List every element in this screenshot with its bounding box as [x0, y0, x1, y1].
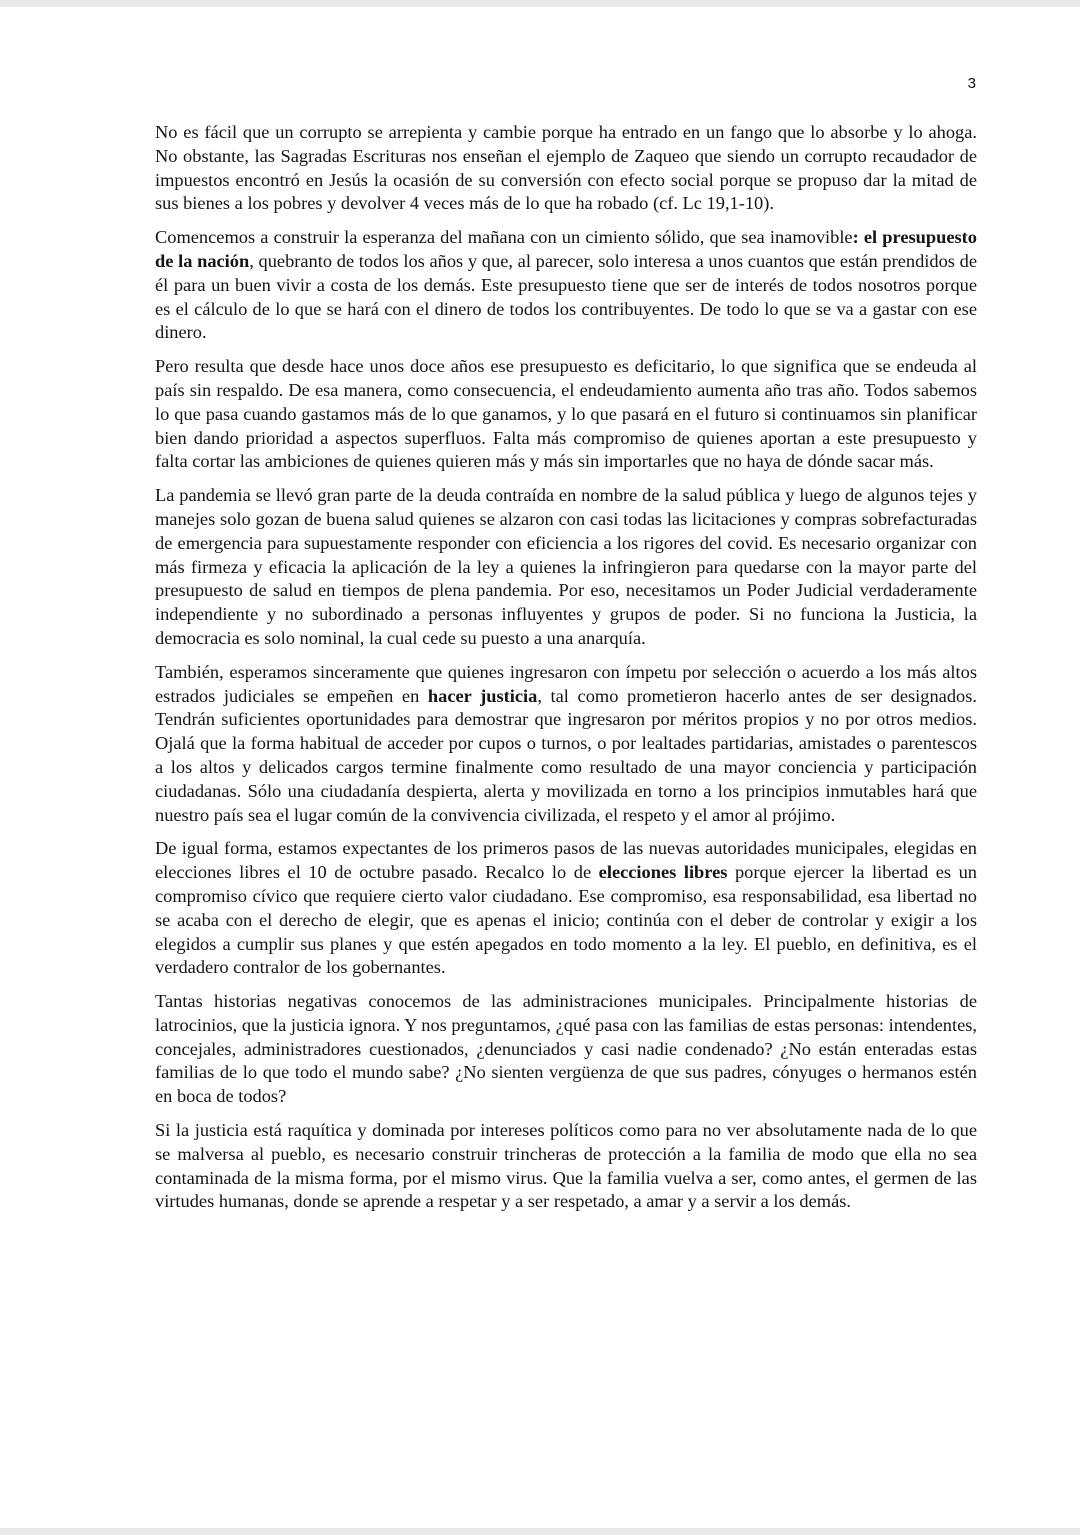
paragraph-6: [155, 837, 977, 980]
paragraph-5: [155, 661, 977, 828]
paragraph-2: [155, 226, 977, 345]
paragraph-1: No es fácil que un corrupto se arrepienta y cambie porque ha entrado en un fango que lo absorbe y lo ahoga. No obstante, las Sagradas Escrituras nos enseñan el ejemplo de Zaqueo que siendo un corrupto recaudador de impuestos encontró en Jesús la ocasión de su conversión con efecto social porque se propuso dar la mitad de sus bienes a los pobres y devolver 4 veces más de lo que ha robado (cf. Lc 19,1-10).: [155, 122, 977, 214]
paragraph-6-text-end: porque ejercer la libertad es un compromiso cívico que requiere cierto valor ciudadano. Ese compromiso, esa responsabilidad, esa libertad no se acaba con el derecho de elegir, que es apenas el inicio; continúa con el deber de controlar y exigir a los elegidos a cumplir sus planes y que estén apegados en todo momento a la ley. El pueblo, en definitiva, es el verdadero contralor de los gobernantes.: [155, 862, 977, 978]
paragraph-8: Si la justicia está raquítica y dominada por intereses políticos como para no ver absolutamente nada de lo que se malversa al pueblo, es necesario construir trincheras de protección a la familia de modo que ella no sea contaminada de la misma forma, por el mismo virus. Que la familia vuelva a ser, como antes, el germen de las virtudes humanas, donde se aprende a respetar y a ser respetado, a amar y a servir a los demás.: [155, 1120, 977, 1212]
paragraph-4: La pandemia se llevó gran parte de la deuda contraída en nombre de la salud pública y luego de algunos tejes y manejes solo gozan de buena salud quienes se alzaron con casi todas las licitaciones y compras sobrefacturadas de emergencia para supuestamente responder con eficiencia a los rigores del covid. Es necesario organizar con más firmeza y eficacia la aplicación de la ley a quienes la infringieron para quedarse con la mayor parte del presupuesto de salud en tiempos de plena pandemia. Por eso, necesitamos un Poder Judicial verdaderamente independiente y no subordinado a personas influyentes y grupos de poder. Si no funciona la Justicia, la democracia es solo nominal, la cual cede su puesto a una anarquía.: [155, 485, 977, 648]
paragraph-7: Tantas historias negativas conocemos de las administraciones municipales. Principalmente historias de latrocinios, que la justicia ignora. Y nos preguntamos, ¿qué pasa con las familias de estas personas: intendentes, concejales, administradores cuestionados, ¿denunciados y casi nadie condenado? ¿No están enteradas estas familias de lo que todo el mundo sabe? ¿No sienten vergüenza de que sus padres, cónyuges o hermanos estén en boca de todos?: [155, 991, 977, 1107]
paragraph-2-bold-phrase: : el presupuesto de la nación: [155, 227, 978, 271]
paragraph-5-text-end: , tal como prometieron hacerlo antes de ser designados. Tendrán suficientes oportunidades para demostrar que ingresaron por méritos propios y no por otros medios. Ojalá que la forma habitual de acceder por cupos o turnos, o por lealtades partidarias, amistades o parentescos a los altos y delicados cargos termine finalmente como resultado de una mayor conciencia y participación ciudadanas. Sólo una ciudadanía despierta, alerta y movilizada en torno a los principios inmutables hará que nuestro país sea el lugar común de la convivencia civilizada, el respeto y el amor al prójimo.: [155, 685, 977, 825]
paragraph-2-text-end: , quebranto de todos los años y que, al parecer, solo interesa a unos cuantos que están prendidos de él para un buen vivir a costa de los demás. Este presupuesto tiene que ser de interés de todos nosotros porque es el cálculo de lo que se hará con el dinero de todos los contribuyentes. De todo lo que se va a gastar con ese dinero.: [155, 250, 978, 343]
document-body: [155, 121, 977, 1224]
page-number: 3: [967, 75, 976, 92]
document-page: [0, 7, 1080, 1528]
paragraph-3: Pero resulta que desde hace unos doce años ese presupuesto es deficitario, lo que significa que se endeuda al país sin respaldo. De esa manera, como consecuencia, el endeudamiento aumenta año tras año. Todos sabemos lo que pasa cuando gastamos más de lo que ganamos, y lo que pasará en el futuro si continuamos sin planificar bien dando prioridad a aspectos superfluos. Falta más compromiso de quienes aportan a este presupuesto y falta cortar las ambiciones de quienes quieren más y más sin importarles que no haya de dónde sacar más.: [155, 356, 977, 472]
paragraph-5-bold-phrase: hacer justicia: [427, 685, 538, 706]
paragraph-2-text-start: Comencemos a construir la esperanza del mañana con un cimiento sólido, que sea inamovible: [155, 227, 853, 248]
paragraph-6-text-start: De igual forma, estamos expectantes de los primeros pasos de las nuevas autoridades municipales, elegidas en elecciones libres el 10 de octubre pasado. Recalco lo de: [155, 838, 977, 883]
paragraph-5-text-start: También, esperamos sinceramente que quienes ingresaron con ímpetu por selección o acuerdo a los más altos estrados judiciales se empeñen en: [155, 661, 977, 706]
paragraph-6-bold-phrase: elecciones libres: [598, 862, 728, 883]
